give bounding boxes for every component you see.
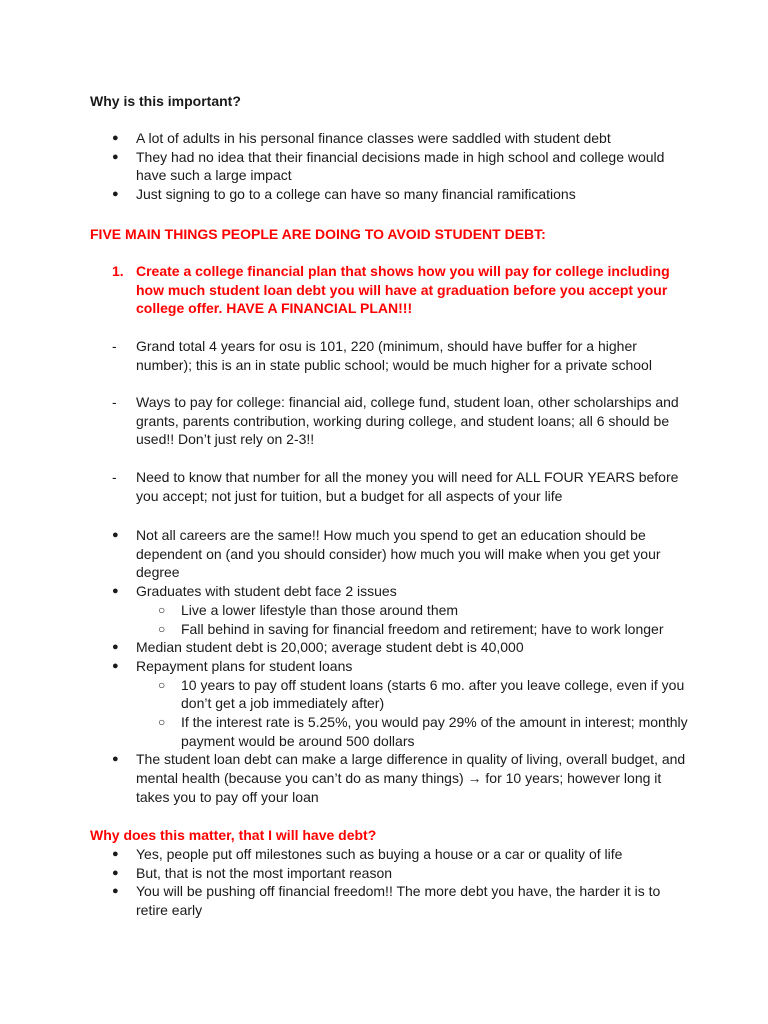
sub-list (136, 676, 690, 751)
bullet-marker: ● (112, 529, 119, 541)
list-item: 1. Create a college financial plan that shows how you will pay for college including how much student loan debt you will have at graduation before you accept your college offer. HAVE A FINANCIAL PLAN!!! (112, 263, 670, 317)
dash-marker: - (112, 469, 117, 485)
list-item: ● Yes, people put off milestones such as buying a house or a car or quality of life (112, 846, 623, 862)
section-heading-why-important: Why is this important? (90, 93, 241, 109)
bullet-marker: ● (112, 150, 119, 163)
dash-list-item-3 (90, 468, 690, 505)
sub-list-item: ○ If the interest rate is 5.25%, you would pay 29% of the amount in interest; monthly payment would be around 500 dollars (158, 714, 688, 749)
bullet-marker: ● (112, 753, 119, 766)
list-item: ● Median student debt is 20,000; average student debt is 40,000 (112, 639, 524, 656)
bullet-marker: ● (112, 848, 119, 860)
sub-list-item: ○ 10 years to pay off student loans (starts 6 mo. after you leave college, even if you don’t get a job immediately after) (158, 676, 685, 712)
list-item: ● The student loan debt can make a large difference in quality of living, overall budget, and mental health (because you can’t do as many things) → for 10 years; however long it takes you to pay off your loan (112, 751, 686, 805)
sub-list-item: ○ Live a lower lifestyle than those around them (158, 601, 459, 618)
number-marker: 1. (112, 263, 124, 279)
dash-list-item-1 (90, 337, 690, 374)
list-item: ● But, that is not the most important reason (112, 864, 393, 881)
sub-bullet-marker: ○ (158, 621, 166, 636)
sub-list-item: ○ Fall behind in saving for financial freedom and retirement; have to work longer (158, 620, 664, 637)
sub-list (136, 601, 690, 638)
numbered-list (90, 262, 690, 318)
list-item: ● Not all careers are the same!! How much you spend to get an education should be dependent on (and you should consider) how much you will make when you get your degree (112, 527, 661, 581)
dash-marker: - (112, 338, 117, 354)
bullet-marker: ● (112, 659, 119, 672)
list-item: - Need to know that number for all the money you will need for ALL FOUR YEARS before you accept; not just for tuition, but a budget for all aspects of your life (112, 469, 679, 504)
list-item: ● A lot of adults in his personal finance classes were saddled with student debt (112, 130, 611, 146)
section-heading-five-main-things: FIVE MAIN THINGS PEOPLE ARE DOING TO AVOID STUDENT DEBT: (90, 226, 546, 242)
dash-marker: - (112, 394, 117, 410)
bullet-marker: ● (112, 188, 119, 201)
bullet-marker: ● (112, 641, 119, 654)
list-item: ● You will be pushing off financial freedom!! The more debt you have, the harder it is to retire early (112, 883, 661, 919)
why-important-list (90, 129, 690, 204)
list-item: - Grand total 4 years for osu is 101, 220 (minimum, should have buffer for a higher number); this is an in state public school; would be much higher for a private school (112, 338, 652, 373)
sub-bullet-marker: ○ (158, 677, 166, 692)
list-item: ● Just signing to go to a college can have so many financial ramifications (112, 186, 576, 203)
dash-list-item-2 (90, 393, 690, 449)
sub-bullet-marker: ○ (158, 715, 166, 730)
sub-bullet-marker: ○ (158, 602, 166, 617)
why-matter-list (90, 845, 690, 920)
list-item: ● Repayment plans for student loans ○ 10 years to pay off student loans (starts 6 mo. after you leave college, even if you don’t get a job immediately after) ○ If the interest rate is 5.25%, you would pay 29% of the amount in interest; monthly payment would be around 500 dollars (90, 657, 690, 751)
list-item: - Ways to pay for college: financial aid, college fund, student loan, other scholarships and grants, parents contribution, working during college, and student loans; all 6 should be used!! Don’t just rely on 2-3!! (112, 394, 679, 448)
bullet-marker: ● (112, 585, 119, 598)
section-heading-why-matter: Why does this matter, that I will have debt? (90, 827, 377, 843)
list-item: ● They had no idea that their financial decisions made in high school and college would have such a large impact (112, 148, 665, 184)
list-item: ● Graduates with student debt face 2 issues ○ Live a lower lifestyle than those around them ○ Fall behind in saving for financial freedom and retirement; have to work longer (90, 582, 690, 638)
bullet-marker: ● (112, 132, 119, 144)
bullet-marker: ● (112, 885, 119, 898)
bullet-marker: ● (112, 866, 119, 879)
student-debt-facts-list (90, 526, 690, 807)
